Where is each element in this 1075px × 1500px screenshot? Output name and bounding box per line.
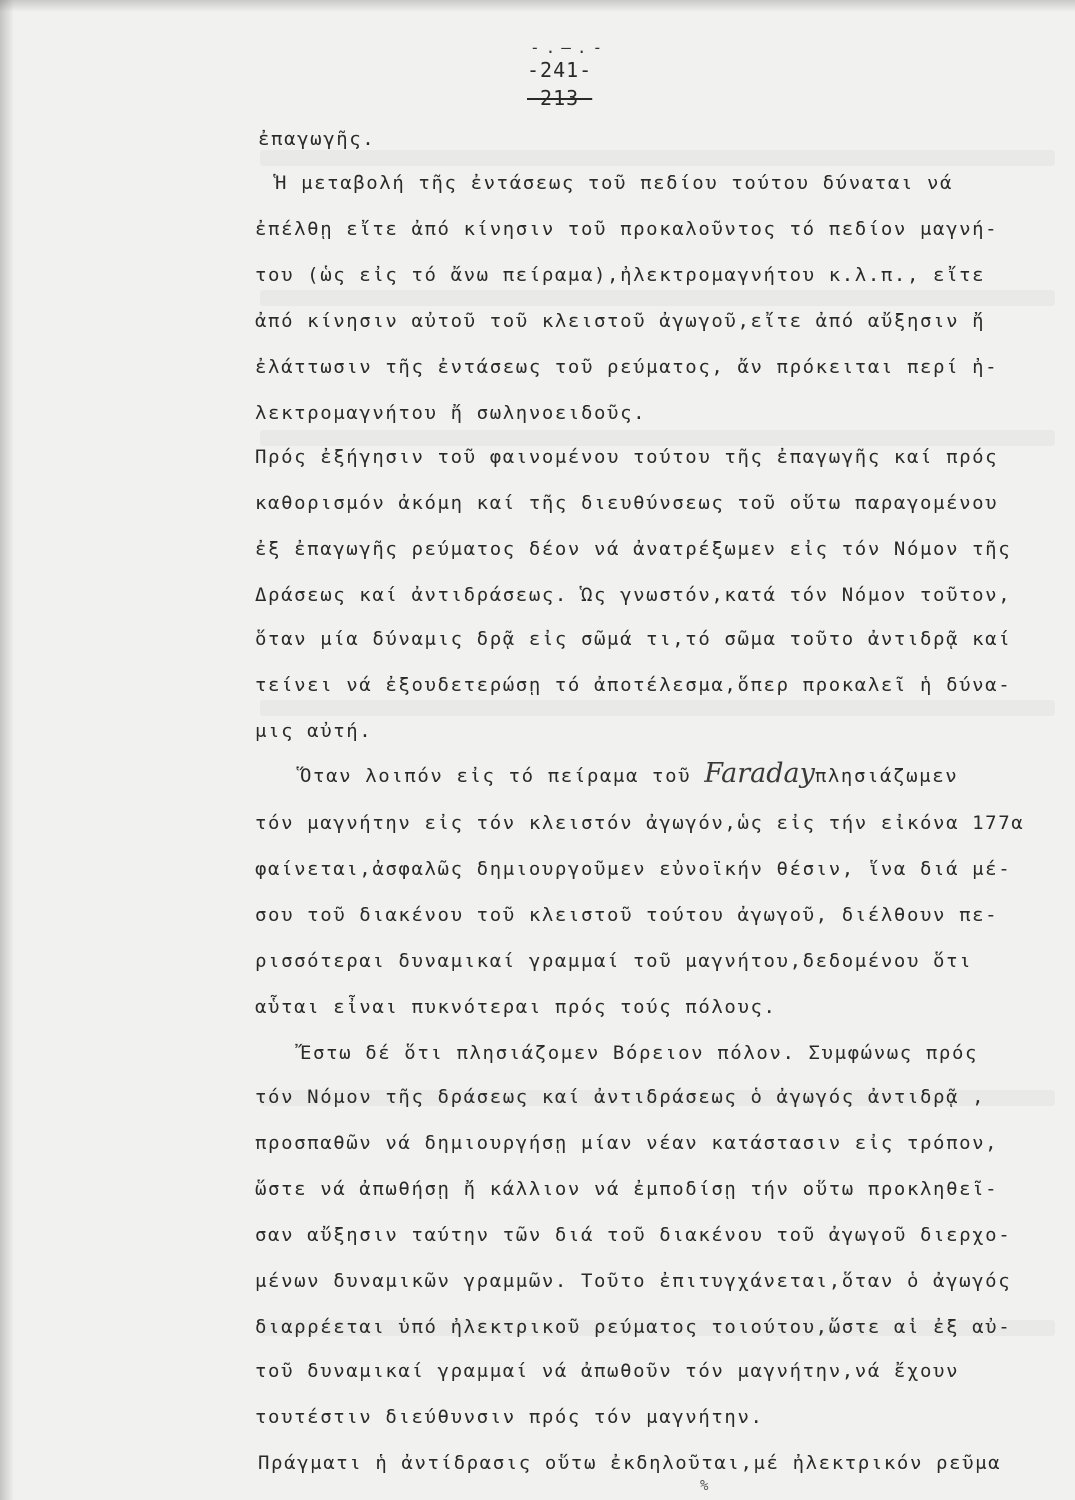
bleed-through bbox=[260, 150, 1055, 166]
text-line: Ἔστω δέ ὅτι πλησιάζομεν Βόρειον πόλον. Συμφώνως πρός bbox=[300, 1042, 979, 1064]
text-line: ὥστε νά ἀπωθήσῃ ἤ κάλλιον νά ἐμποδίσῃ τήν οὕτω προκληθεῖ- bbox=[255, 1178, 999, 1200]
text-line: τείνει νά ἐξουδετερώσῃ τό ἀποτέλεσμα,ὅπερ προκαλεῖ ἡ δύνα- bbox=[255, 674, 1012, 696]
text-line: τουτέστιν διεύθυνσιν πρός τόν μαγνήτην. bbox=[255, 1406, 764, 1428]
text-line: ἀπό κίνησιν αὐτοῦ τοῦ κλειστοῦ ἀγωγοῦ,εἴτε ἀπό αὔξησιν ἤ bbox=[255, 310, 986, 332]
text-line: διαρρέεται ὑπό ἠλεκτρικοῦ ρεύματος τοιούτου,ὥστε αἱ ἐξ αὐ- bbox=[255, 1316, 1012, 1338]
margin-mark: % bbox=[700, 1478, 709, 1494]
text-line: Ἡ μεταβολή τῆς ἐντάσεως τοῦ πεδίου τούτου δύναται νά bbox=[275, 172, 954, 194]
text-line: σαν αὔξησιν ταύτην τῶν διά τοῦ διακένου τοῦ ἀγωγοῦ διερχο- bbox=[255, 1224, 1012, 1246]
left-page-shadow bbox=[0, 0, 14, 1500]
bleed-through bbox=[260, 700, 1055, 716]
bleed-through bbox=[260, 290, 1055, 306]
bleed-through bbox=[260, 430, 1055, 446]
text-line: προσπαθῶν νά δημιουργήσῃ μίαν νέαν κατάστασιν εἰς τρόπον, bbox=[255, 1132, 999, 1154]
text-line: ὅταν μία δύναμις δρᾷ εἰς σῶμά τι,τό σῶμα τοῦτο ἀντιδρᾷ καί bbox=[255, 628, 1012, 650]
text-line: σου τοῦ διακένου τοῦ κλειστοῦ τούτου ἀγωγοῦ, διέλθουν πε- bbox=[255, 904, 999, 926]
page-number: -241- bbox=[527, 58, 593, 82]
header-dots: -.—.- bbox=[530, 38, 609, 57]
faraday-line-before: Ὅταν λοιπόν εἰς τό πείραμα τοῦ bbox=[300, 765, 705, 787]
text-line: ἐπαγωγῆς. bbox=[258, 128, 376, 150]
text-line: τόν Νόμον τῆς δράσεως καί ἀντιδράσεως ὁ ἀγωγός ἀντιδρᾷ , bbox=[255, 1086, 986, 1108]
faraday-line-after: πλησιάζωμεν bbox=[814, 765, 959, 787]
text-line: ἐλάττωσιν τῆς ἐντάσεως τοῦ ρεύματος, ἄν πρόκειται περί ἠ- bbox=[255, 356, 999, 378]
text-line: φαίνεται,ἀσφαλῶς δημιουργοῦμεν εὐνοϊκήν θέσιν, ἵνα διά μέ- bbox=[255, 858, 1012, 880]
text-line: Δράσεως καί ἀντιδράσεως. Ὡς γνωστόν,κατά τόν Νόμον τοῦτον, bbox=[255, 584, 1012, 606]
text-line: Πράγματι ἡ ἀντίδρασις οὕτω ἐκδηλοῦται,μέ ἠλεκτρικόν ρεῦμα bbox=[258, 1452, 1002, 1474]
text-line: ἐπέλθῃ εἴτε ἀπό κίνησιν τοῦ προκαλοῦντος τό πεδίον μαγνή- bbox=[255, 218, 999, 240]
text-line: αὗται εἶναι πυκνότεραι πρός τούς πόλους. bbox=[255, 996, 777, 1018]
text-line: ἐξ ἐπαγωγῆς ρεύματος δέον νά ἀνατρέξωμεν εἰς τόν Νόμον τῆς bbox=[255, 538, 1012, 560]
text-line: Πρός ἐξήγησιν τοῦ φαινομένου τούτου τῆς ἐπαγωγῆς καί πρός bbox=[255, 446, 999, 468]
text-line: λεκτρομαγνήτου ἤ σωληνοειδοῦς. bbox=[255, 402, 647, 424]
text-line: του (ὡς εἰς τό ἄνω πείραμα),ἠλεκτρομαγνήτου κ.λ.π., εἴτε bbox=[255, 264, 986, 286]
text-line: ρισσότεραι δυναμικαί γραμμαί τοῦ μαγνήτου,δεδομένου ὅτι bbox=[255, 950, 973, 972]
text-line: τόν μαγνήτην εἰς τόν κλειστόν ἀγωγόν,ὡς εἰς τήν εἰκόνα 177α bbox=[255, 812, 1025, 834]
text-line bbox=[300, 758, 958, 789]
text-line: μις αὐτή. bbox=[255, 720, 373, 742]
text-line: καθορισμόν ἀκόμη καί τῆς διευθύνσεως τοῦ οὕτω παραγομένου bbox=[255, 492, 999, 514]
text-line: μένων δυναμικῶν γραμμῶν. Τοῦτο ἐπιτυγχάνεται,ὅταν ὁ ἀγωγός bbox=[255, 1270, 1012, 1292]
top-page-shadow bbox=[0, 0, 1075, 12]
handwritten-faraday: Faraday bbox=[704, 758, 815, 789]
text-line: τοῦ δυναμικαί γραμμαί νά ἀπωθοῦν τόν μαγνήτην,νά ἔχουν bbox=[255, 1360, 960, 1382]
old-page-number: -213- bbox=[527, 86, 593, 110]
